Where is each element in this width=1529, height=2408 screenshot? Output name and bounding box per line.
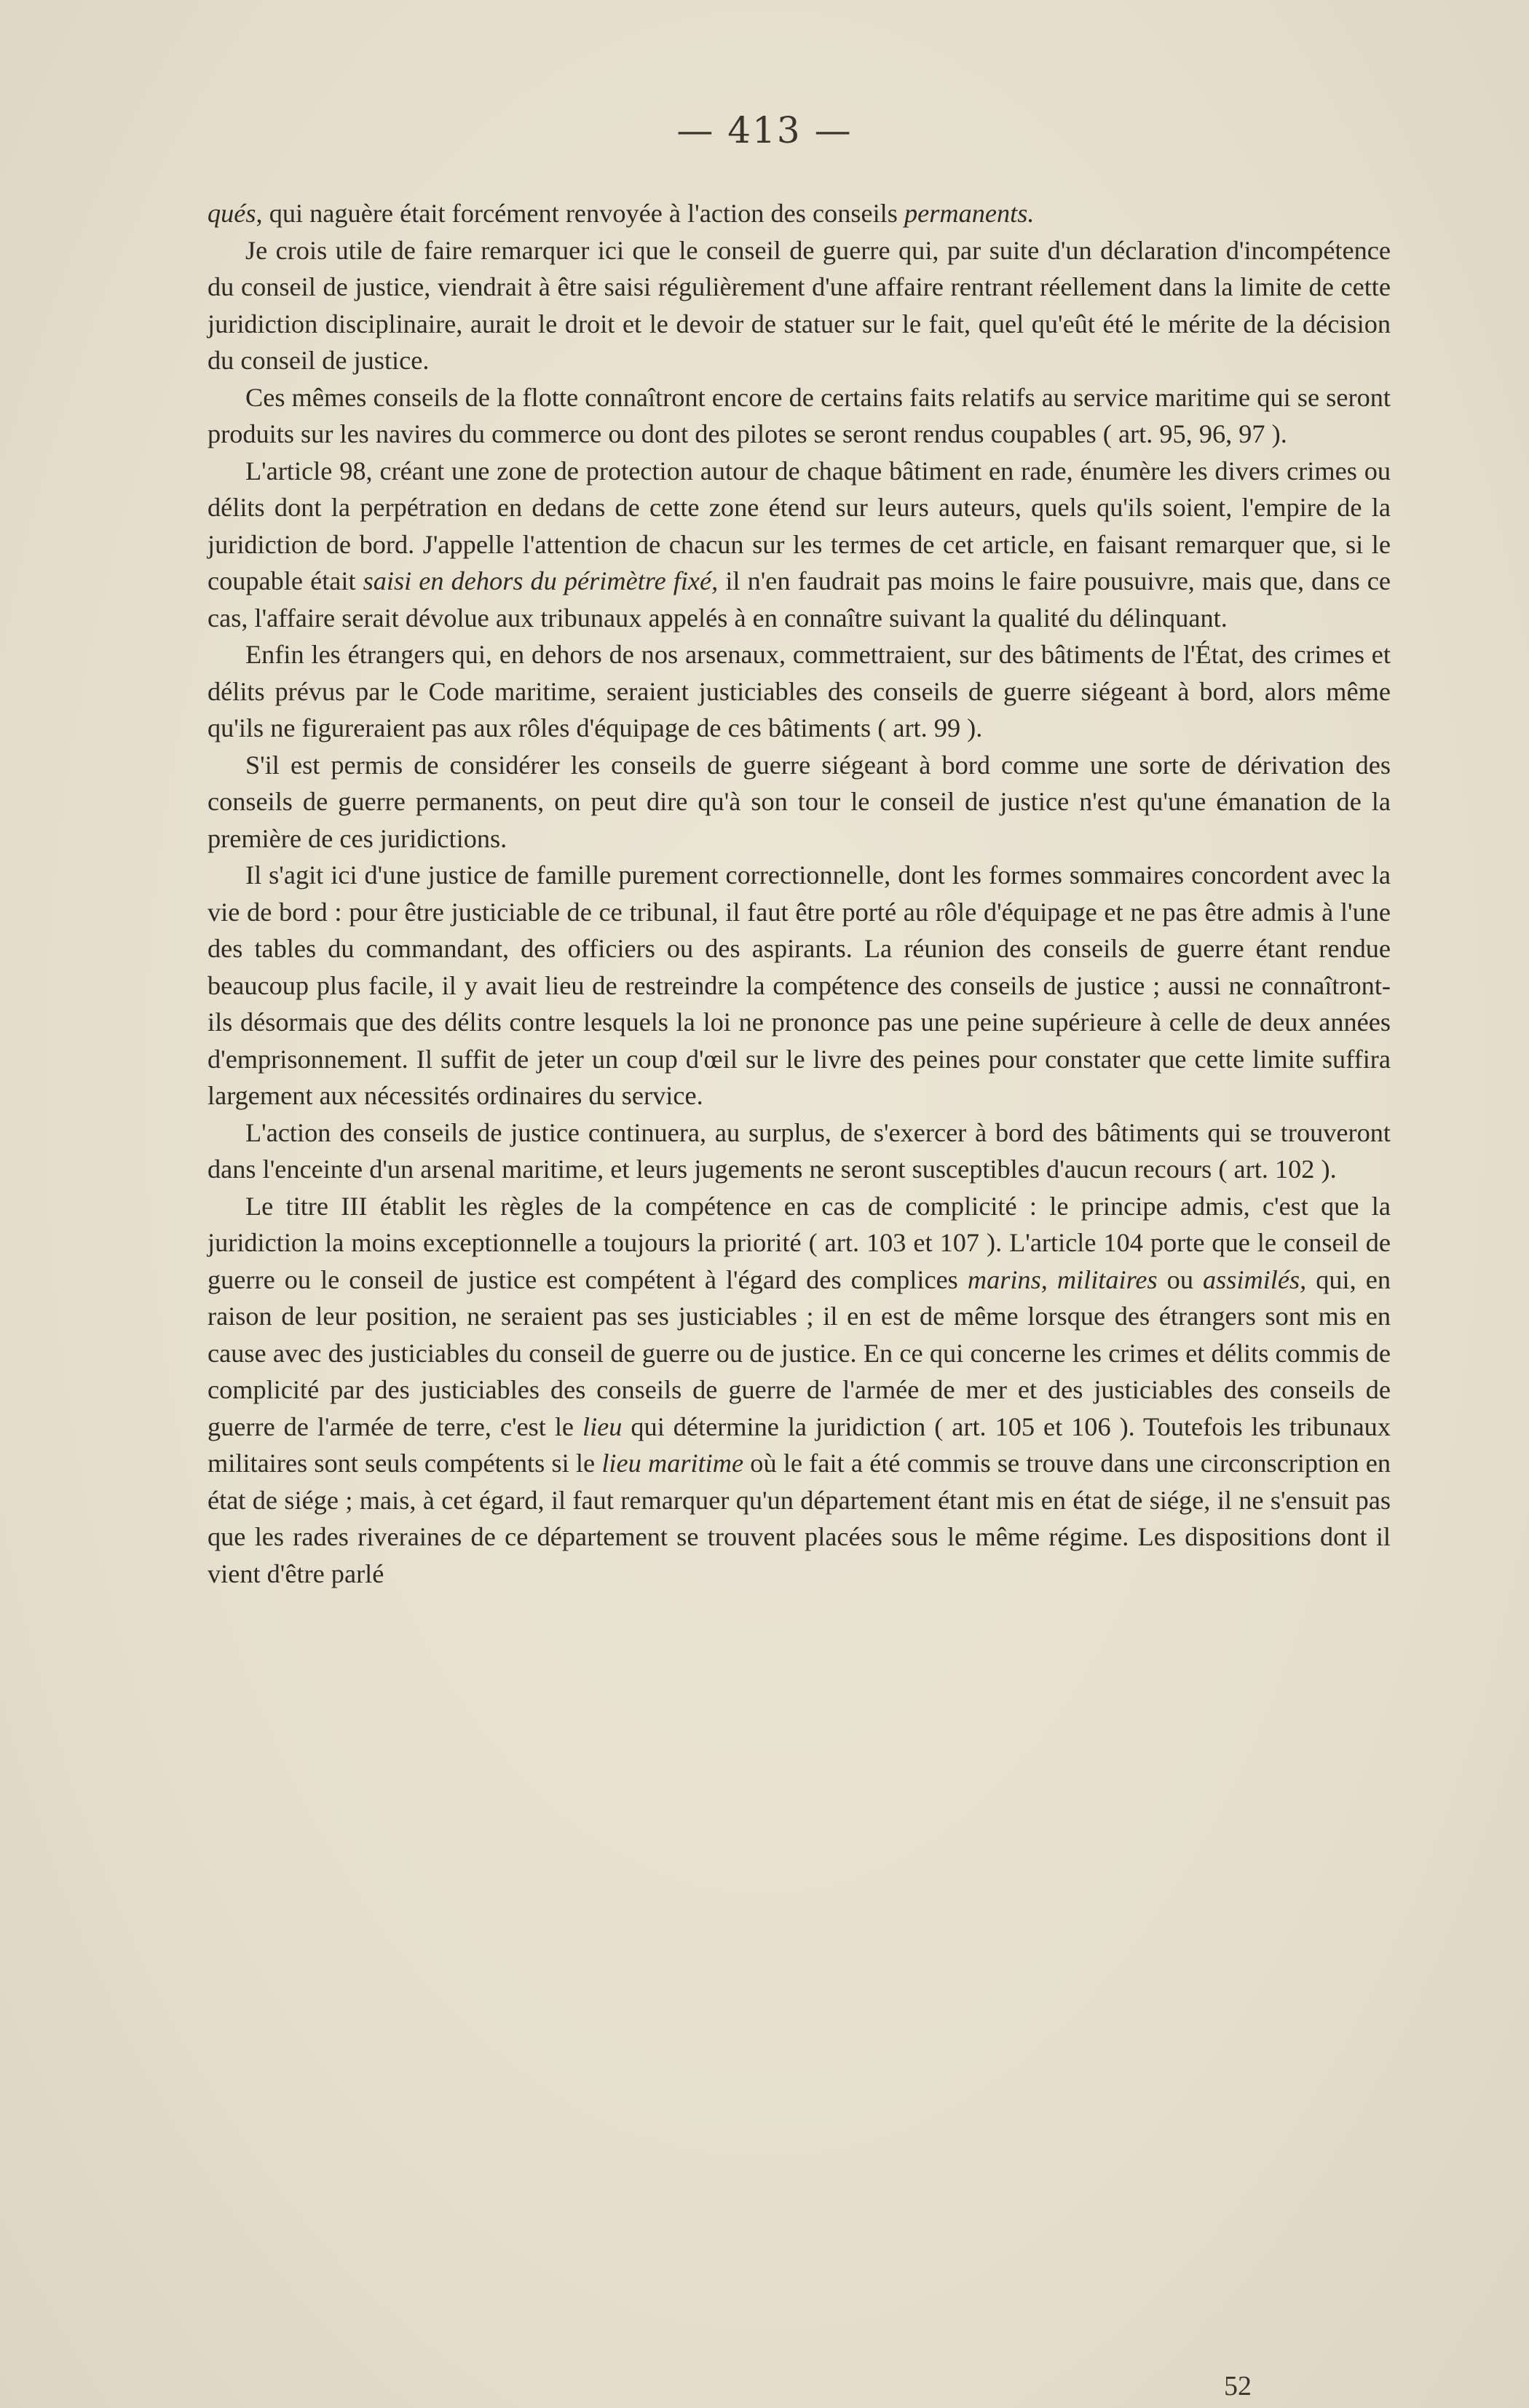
paragraph [208, 453, 1391, 637]
italic-text-segment: permanents. [904, 199, 1035, 228]
text-segment: Le titre III établit les règles de la compétence en cas de complicité : le principe admis, c'est que la juridiction la moins exceptionnelle a toujours la priorité ( art. 103 et 107 ). L'article 104 porte que le conseil de guerre ou le conseil de justice est compétent à l'égard des complices [208, 1191, 1391, 1294]
paragraph [208, 636, 1391, 747]
text-segment: Ces mêmes conseils de la flotte connaîtront encore de certains faits relatifs au service maritime qui se seront produits sur les navires du commerce ou dont des pilotes se seront rendus coupables ( art. 95, 96, 97 ). [208, 382, 1391, 448]
paragraph [208, 1188, 1391, 1593]
italic-text-segment: lieu [582, 1411, 623, 1441]
text-segment: ou [1157, 1264, 1204, 1294]
paragraph [208, 232, 1391, 379]
italic-text-segment: saisi en dehors du périmètre fixé, [363, 566, 719, 595]
text-segment: qui détermine la juridiction ( art. 105 et 106 ). Toutefois les tribunaux militaires sont seuls compétents si le [208, 1411, 1391, 1478]
italic-text-segment: lieu maritime [601, 1449, 744, 1478]
italic-text-segment: assimilés, [1203, 1264, 1307, 1294]
paragraph [208, 857, 1391, 1114]
text-segment: Il s'agit ici d'une justice de famille purement correctionnelle, dont les formes sommaires concordent avec la vie de bord : pour être justiciable de ce tribunal, il faut être porté au rôle d'équipage et ne pas être admis à l'une des tables du commandant, des officiers ou des aspirants. La réunion des conseils de guerre étant rendue beaucoup plus facile, il y avait lieu de restreindre la compétence des conseils de justice ; aussi ne connaîtront-ils désormais que des délits contre lesquels la loi ne prononce pas une peine supérieure à celle de deux années d'emprisonnement. Il suffit de jeter un coup d'œil sur le livre des peines pour constater que cette limite suffira largement aux nécessités ordinaires du service. [208, 860, 1391, 1110]
italic-text-segment: qués [208, 199, 256, 228]
text-segment: où le fait a été commis se trouve dans une circonscription en état de siége ; mais, à cet égard, il faut remarquer qu'un département étant mis en état de siége, il ne s'ensuit pas que les rades riveraines de ce département se trouvent placées sous le même régime. Les dispositions dont il vient d'être parlé [208, 1449, 1391, 1588]
page-number: — 413 — [676, 109, 853, 151]
text-segment: Enfin les étrangers qui, en dehors de nos arsenaux, commettraient, sur des bâtiments de l'État, des crimes et délits prévus par le Code maritime, seraient justiciables des conseils de guerre siégeant à bord, alors même qu'ils ne figureraient pas aux rôles d'équipage de ces bâtiments ( art. 99 ). [208, 640, 1391, 742]
signature-mark: 52 [1224, 2371, 1252, 2401]
text-segment: L'action des conseils de justice continuera, au surplus, de s'exercer à bord des bâtiments qui se trouveront dans l'enceinte d'un arsenal maritime, et leurs jugements ne seront susceptibles d'aucun recours ( art. 102 ). [208, 1117, 1391, 1184]
paragraph [208, 379, 1391, 453]
paragraph [208, 747, 1391, 858]
text-segment: S'il est permis de considérer les conseils de guerre siégeant à bord comme une sorte de dérivation des conseils de guerre permanents, on peut dire qu'à son tour le conseil de justice n'est qu'une émanation de la première de ces juridictions. [208, 750, 1391, 853]
paragraph [208, 195, 1391, 232]
text-segment: Je crois utile de faire remarquer ici que le conseil de guerre qui, par suite d'un déclaration d'incompétence du conseil de justice, viendrait à être saisi régulièrement d'une affaire rentrant réellement dans la limite de cette juridiction disciplinaire, aurait le droit et le devoir de statuer sur le fait, quel qu'eût été le mérite de la décision du conseil de justice. [208, 235, 1391, 375]
text-segment: L'article 98, créant une zone de protection autour de chaque bâtiment en rade, énumère les divers crimes ou délits dont la perpétration en dedans de cette zone étend sur leurs auteurs, quels qu'ils soient, l'empire de la juridiction de bord. J'appelle l'attention de chacun sur les termes de cet article, en faisant remarquer que, si le coupable était [208, 456, 1391, 595]
text-segment: qui, en raison de leur position, ne seraient pas ses justiciables ; il en est de même lorsque des étrangers sont mis en cause avec des justiciables du conseil de guerre ou de justice. En ce qui concerne les crimes et délits commis de complicité par des justiciables des conseils de guerre de l'armée de mer et des justiciables des conseils de guerre de l'armée de terre, c'est le [208, 1264, 1391, 1441]
text-segment: , qui naguère était forcément renvoyée à l'action des conseils [256, 199, 904, 228]
text-segment: il n'en faudrait pas moins le faire pousuivre, mais que, dans ce cas, l'affaire serait dévolue aux tribunaux appelés à en connaître suivant la qualité du délinquant. [208, 566, 1391, 633]
italic-text-segment: marins, militaires [967, 1264, 1158, 1294]
paragraph [208, 1114, 1391, 1188]
body-text [208, 195, 1391, 1592]
